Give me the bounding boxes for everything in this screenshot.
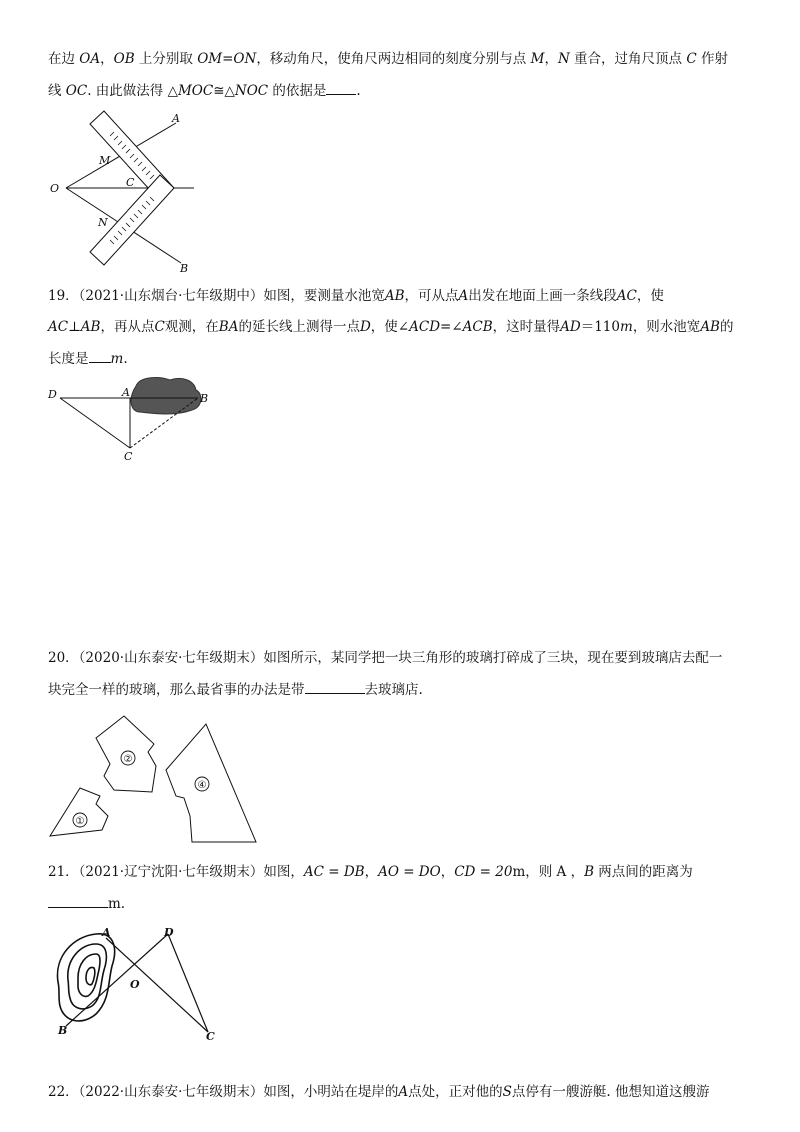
q22-text-line1: 22．（2022·山东泰安·七年级期末）如图，小明站在堤岸的A点处，正对他的S点停有一艘游艇. 他想知道这艘游 [48,1084,710,1100]
label-piece-2: ② [123,754,133,765]
label-n: N [98,216,108,229]
q21-text-line1: 21．（2021·辽宁沈阳·七年级期末）如图，AC = DB，AO = DO，CD = 20m，则 A ，B 两点间的距离为 [48,864,693,880]
q18-answer-blank[interactable] [326,80,356,95]
label-a: A [122,386,130,399]
q21-terrain-figure [48,922,238,1042]
q18-text-line2: 线 OC. 由此做法得 △MOC≅△NOC 的依据是 . [48,80,361,101]
label-c: C [206,1030,215,1042]
label-b: B [58,1024,68,1037]
q21-text-line2: m. [48,893,125,914]
q20-answer-blank[interactable] [305,679,365,694]
label-piece-1: ① [75,816,85,827]
line-dc [168,934,208,1032]
label-m: M [99,154,111,167]
q19-pond-figure [44,372,219,464]
glass-piece-1 [50,788,108,836]
label-piece-4: ④ [197,780,207,791]
label-a: A [102,926,111,939]
q20-text-line1: 20．（2020·山东泰安·七年级期末）如图所示，某同学把一块三角形的玻璃打碎成了三块，现在要到玻璃店去配一 [48,650,723,666]
q19-answer-blank[interactable] [89,348,111,363]
label-d: D [48,388,57,401]
label-o: O [130,978,140,991]
label-c: C [126,176,135,189]
label-b: B [200,392,209,405]
label-b: B [180,262,189,275]
q20-text-line2: 块完全一样的玻璃，那么最省事的办法是带 去玻璃店. [48,679,423,700]
q19-text-line2: AC⊥AB，再从点C观测，在BA的延长线上测得一点D，使∠ACD=∠ACB，这时量得AD＝110m，则水池宽AB的 [48,319,734,335]
label-d: D [164,926,174,939]
q21-answer-blank[interactable] [48,893,108,908]
q19-text-line1: 19．（2021·山东烟台·七年级期中）如图，要测量水池宽AB，可从点A出发在地面上画一条线段AC，使 [48,288,664,304]
q18-text-line1: 在边 OA，OB 上分别取 OM=ON，移动角尺，使角尺两边相同的刻度分别与点 M，N 重合，过角尺顶点 C 作射 [48,51,728,67]
label-a: A [172,112,180,125]
pond-shape [131,378,201,414]
label-c: C [124,450,133,463]
label-o: O [50,182,60,195]
q18-angle-ruler-figure [46,108,206,280]
glass-piece-4 [166,724,256,842]
q19-text-line3: 长度是 m. [48,348,128,369]
line-dc [60,398,130,448]
line-ac [106,938,208,1032]
q20-broken-glass-figure [44,712,264,846]
